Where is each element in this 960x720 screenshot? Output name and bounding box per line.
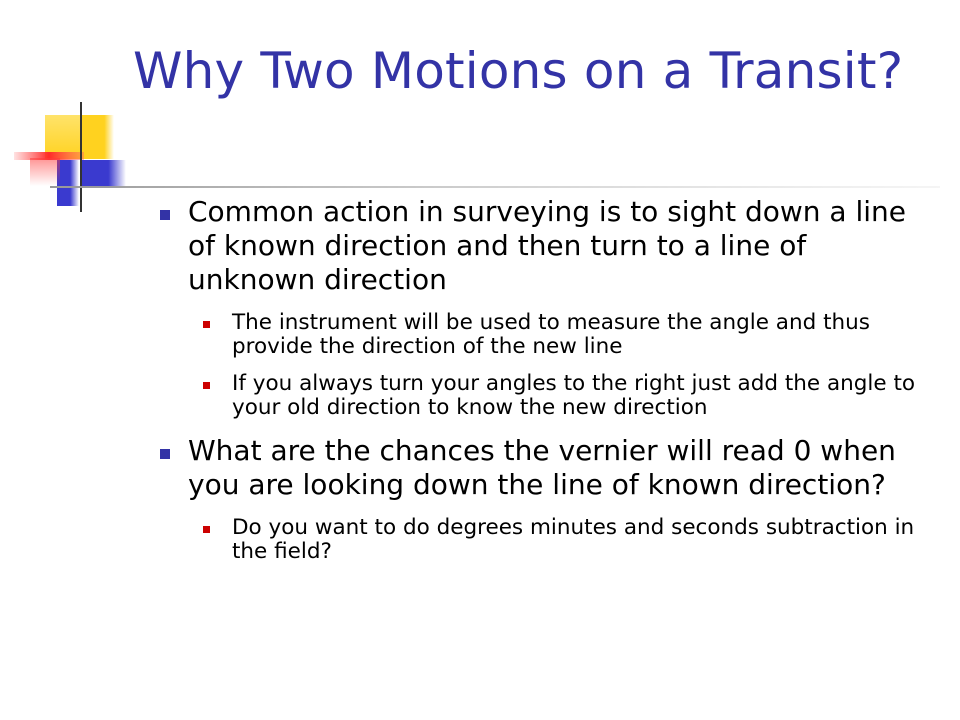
bullet-list [150, 195, 940, 564]
square-bullet-icon [203, 321, 210, 328]
slide-body [150, 195, 940, 578]
sub-bullet-item [188, 311, 940, 359]
square-bullet-icon [160, 449, 170, 459]
sub-bullet-text: Do you want to do degrees minutes and seconds subtraction in the field? [232, 515, 915, 564]
bullet-text: What are the chances the vernier will read 0 when you are looking down the line of known direction? [188, 434, 896, 501]
square-bullet-icon [160, 210, 170, 220]
sub-bullet-text: The instrument will be used to measure the angle and thus provide the direction of the new line [232, 310, 870, 359]
bullet-text: Common action in surveying is to sight down a line of known direction and then turn to a line of unknown direction [188, 195, 907, 296]
sub-bullet-list [188, 516, 940, 564]
sub-bullet-item [188, 516, 940, 564]
bullet-item [150, 434, 940, 564]
square-bullet-icon [203, 382, 210, 389]
sub-bullet-text: If you always turn your angles to the right just add the angle to your old direction to know the new direction [232, 371, 916, 420]
bullet-item [150, 195, 940, 420]
sub-bullet-item [188, 372, 940, 420]
square-bullet-icon [203, 526, 210, 533]
sub-bullet-list [188, 311, 940, 420]
slide-title: Why Two Motions on a Transit? [133, 42, 904, 100]
